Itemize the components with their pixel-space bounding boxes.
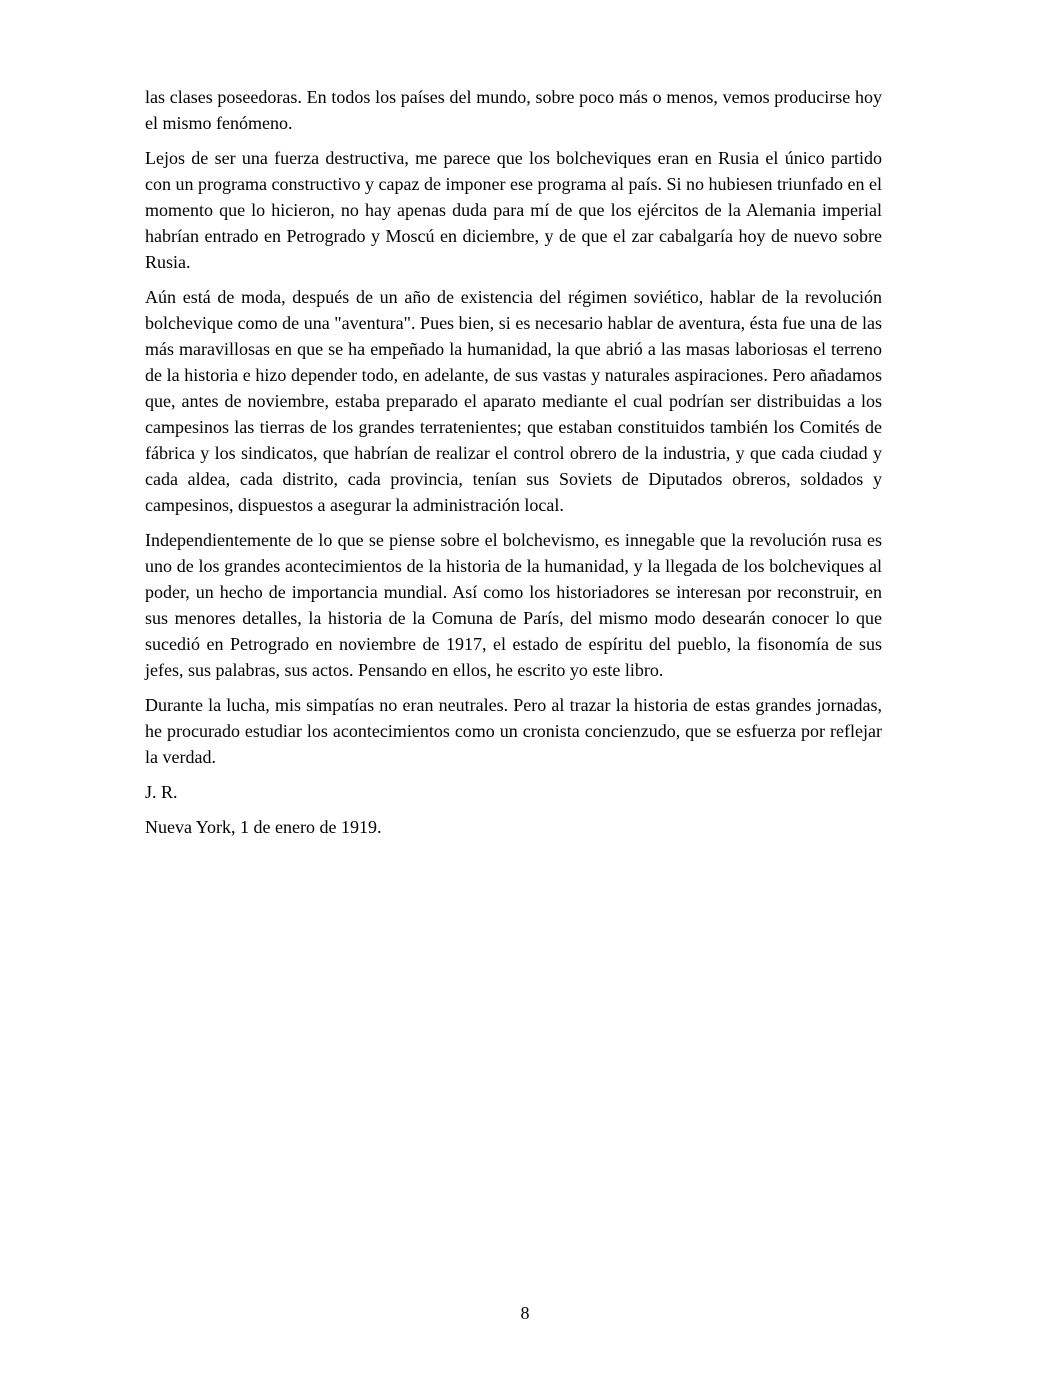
paragraph: Lejos de ser una fuerza destructiva, me parece que los bolcheviques eran en Rusia el único partido con un programa constructivo y capaz de imponer ese programa al país. Si no hubiesen triunfado en el momento que lo hicieron, no hay apenas duda para mí de que los ejércitos de la Alemania imperial habrían entrado en Petrogrado y Moscú en diciembre, y de que el zar cabalgaría hoy de nuevo sobre Rusia. (145, 148, 882, 272)
paragraph: Durante la lucha, mis simpatías no eran neutrales. Pero al trazar la historia de estas grandes jornadas, he procurado estudiar los acontecimientos como un cronista concienzudo, que se esfuerza por reflejar la verdad. (145, 695, 882, 767)
paragraph: Aún está de moda, después de un año de existencia del régimen soviético, hablar de la revolución bolchevique como de una "aventura". Pues bien, si es necesario hablar de aventura, ésta fue una de las más maravillosas en que se ha empeñado la humanidad, la que abrió a las masas laboriosas el terreno de la historia e hizo depender todo, en adelante, de sus vastas y naturales aspiraciones. Pero añadamos que, antes de noviembre, estaba preparado el aparato mediante el cual podrían ser distribuidas a los campesinos las tierras de los grandes terratenientes; que estaban constituidos también los Comités de fábrica y los sindicatos, que habrían de realizar el control obrero de la industria, y que cada ciudad y cada aldea, cada distrito, cada provincia, tenían sus Soviets de Diputados obreros, soldados y campesinos, dispuestos a asegurar la administración local. (145, 287, 882, 515)
paragraph-continuation: las clases poseedoras. En todos los países del mundo, sobre poco más o menos, vemos producirse hoy el mismo fenómeno. (145, 87, 882, 133)
author-initials: J. R. (145, 782, 178, 802)
dateline: Nueva York, 1 de enero de 1919. (145, 817, 382, 837)
text-content (145, 84, 882, 849)
page-number: 8 (520, 1303, 530, 1323)
paragraph: Independientemente de lo que se piense sobre el bolchevismo, es innegable que la revolución rusa es uno de los grandes acontecimientos de la historia de la humanidad, y la llegada de los bolcheviques al poder, un hecho de importancia mundial. Así como los historiadores se interesan por reconstruir, en sus menores detalles, la historia de la Comuna de París, del mismo modo desearán conocer lo que sucedió en Petrogrado en noviembre de 1917, el estado de espíritu del pueblo, la fisonomía de sus jefes, sus palabras, sus actos. Pensando en ellos, he escrito yo este libro. (145, 530, 882, 680)
